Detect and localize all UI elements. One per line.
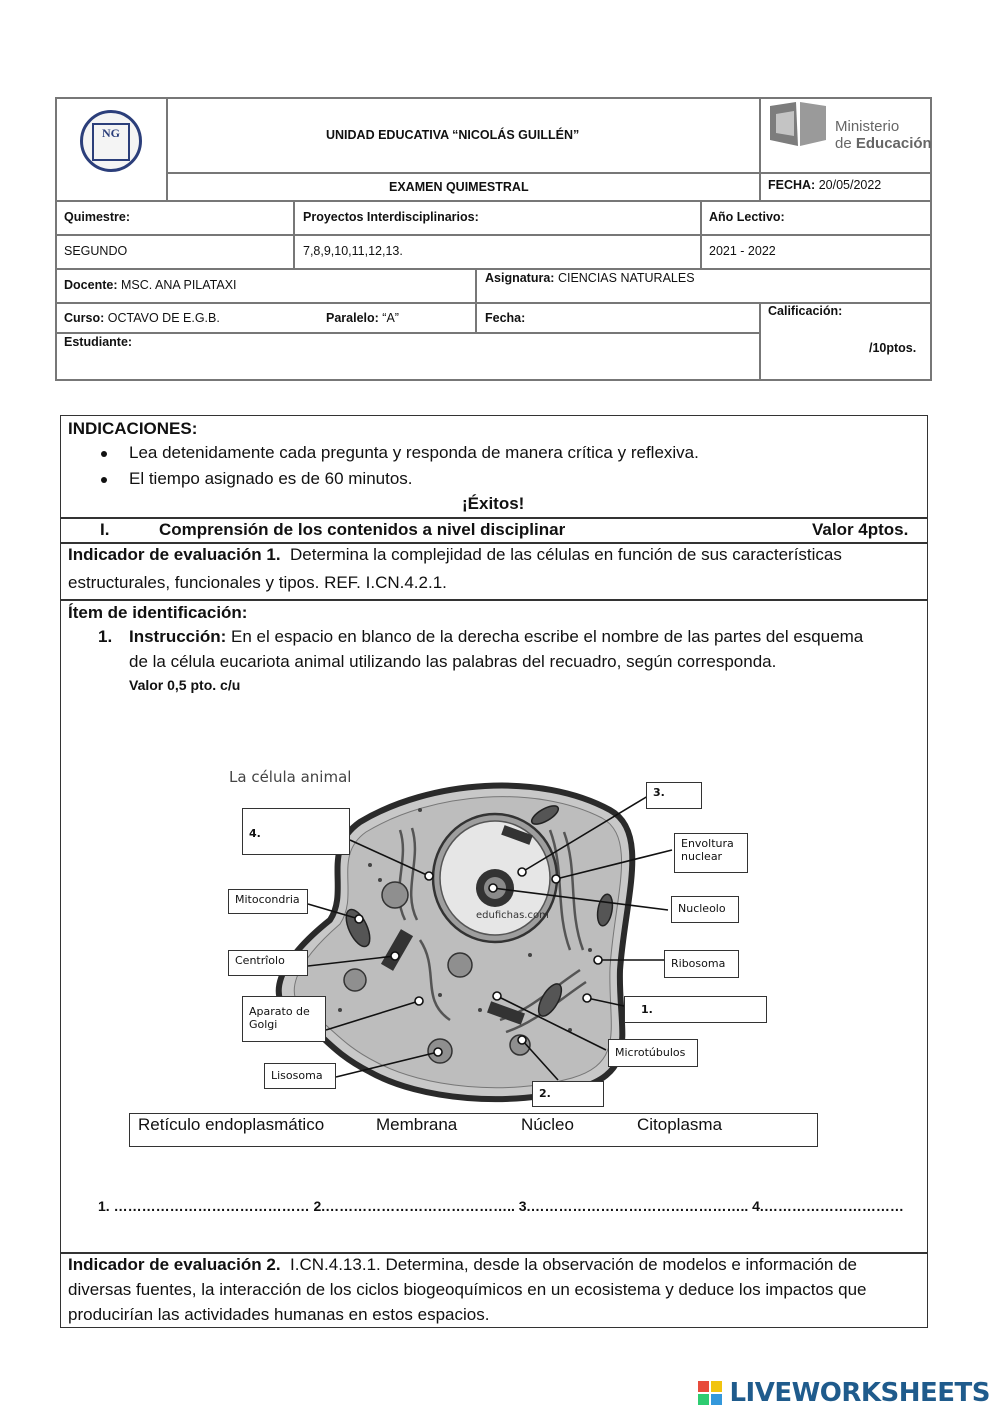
- ministry-prefix: de: [835, 135, 856, 152]
- asignatura-label: Asignatura:: [485, 271, 555, 285]
- label-microtubulos: Microtúbulos: [608, 1039, 698, 1067]
- ministry-line1: Ministerio: [835, 118, 900, 135]
- divider: [700, 200, 702, 268]
- quimestre-label: Quimestre:: [64, 210, 130, 224]
- school-logo: [80, 110, 142, 172]
- question-text-cont: de la célula eucariota animal utilizando las palabras del recuadro, según corresponda.: [129, 652, 777, 671]
- school-name: UNIDAD EDUCATIVA “NICOLÁS GUILLÉN”: [326, 128, 580, 142]
- fecha-header: [768, 178, 881, 192]
- word-bank-item: Citoplasma: [637, 1115, 723, 1134]
- indicador-2-cont2: producirían las actividades humanas en estos espacios.: [68, 1305, 490, 1324]
- divider: [55, 200, 932, 202]
- curso: [64, 311, 220, 325]
- calificacion-label: Calificación:: [768, 304, 843, 318]
- divider: [55, 268, 932, 270]
- exitos-text: ¡Éxitos!: [462, 494, 525, 513]
- section-title: Comprensión de los contenidos a nivel disciplinar: [159, 520, 566, 539]
- indicador-1: [68, 545, 842, 565]
- calificacion-value: /10ptos.: [869, 341, 917, 355]
- ministry-book-icon: [768, 100, 830, 150]
- question-instruction: [129, 627, 863, 647]
- indicador-2-label: Indicador de evaluación 2.: [68, 1255, 281, 1274]
- ministry-bold: Educación: [855, 135, 932, 152]
- vesicle: [448, 953, 472, 977]
- label-envoltura-nuclear: Envoltura nuclear: [674, 833, 748, 873]
- section-value: Valor 4ptos.: [812, 520, 909, 539]
- indicador-2-cont: diversas fuentes, la interacción de los ciclos biogeoquímicos en un ecosistema y deduce los impactos que: [68, 1280, 867, 1299]
- indicador-2-text: I.CN.4.13.1. Determina, desde la observación de modelos e información de: [290, 1255, 858, 1274]
- vesicle: [382, 882, 408, 908]
- ministry-line2: [835, 135, 932, 152]
- indicador-1-label: Indicador de evaluación 1.: [68, 545, 281, 564]
- word-bank-item: Membrana: [376, 1115, 458, 1134]
- asignatura-value: CIENCIAS NATURALES: [557, 271, 695, 285]
- vesicle: [344, 969, 366, 991]
- divider: [60, 599, 928, 601]
- label-lisosoma: Lisosoma: [264, 1063, 336, 1089]
- label-box-1[interactable]: 1.: [624, 996, 767, 1023]
- fecha-value: 20/05/2022: [818, 178, 882, 192]
- paralelo-label: Paralelo:: [326, 311, 379, 325]
- label-mitocondria: Mitocondria: [228, 889, 308, 914]
- fecha-label: FECHA:: [768, 178, 816, 192]
- divider: [475, 268, 477, 334]
- docente-value: MSC. ANA PILATAXI: [120, 278, 237, 292]
- paralelo: [326, 311, 399, 325]
- indicador-1-cont: estructurales, funcionales y tipos. REF. I.CN.4.2.1.: [68, 573, 447, 592]
- section-number: I.: [100, 520, 110, 539]
- label-box-3[interactable]: 3.: [646, 782, 702, 809]
- docente-label: Docente:: [64, 278, 118, 292]
- indicacion-2: El tiempo asignado es de 60 minutos.: [129, 469, 413, 488]
- label-centriolo: Centrîolo: [228, 950, 308, 976]
- divider: [60, 1252, 928, 1254]
- item-title: Ítem de identificación:: [68, 603, 248, 622]
- word-bank-item: Retículo endoplasmático: [138, 1115, 325, 1134]
- word-bank-item: Núcleo: [521, 1115, 574, 1134]
- question-number: 1.: [98, 627, 113, 646]
- divider: [55, 234, 932, 236]
- proyectos-label: Proyectos Interdisciplinarios:: [303, 210, 479, 224]
- answer-line[interactable]: 1. …………………………………… 2.………………………………….. 3.……………………………………….. 4.…………………………: [98, 1198, 904, 1214]
- exam-title: EXAMEN QUIMESTRAL: [389, 180, 529, 194]
- label-aparato-golgi: Aparato de Golgi: [242, 996, 326, 1042]
- diagram-watermark: edufichas.com: [476, 910, 549, 921]
- anio-label: Año Lectivo:: [709, 210, 785, 224]
- asignatura: [485, 271, 695, 285]
- fecha-field-label: Fecha:: [485, 311, 526, 325]
- divider: [759, 97, 761, 201]
- question-value: Valor 0,5 pto. c/u: [129, 677, 241, 693]
- indicaciones-title: INDICACIONES:: [68, 419, 198, 438]
- school-logo-monogram: NG: [92, 123, 130, 161]
- indicador-2: [68, 1255, 857, 1275]
- divider: [293, 200, 295, 268]
- divider: [166, 172, 932, 174]
- question-label: Instrucción:: [129, 627, 227, 646]
- estudiante-label: Estudiante:: [64, 335, 133, 349]
- label-ribosoma: Ribosoma: [664, 950, 739, 978]
- proyectos-value: 7,8,9,10,11,12,13.: [303, 244, 403, 258]
- diagram-title: La célula animal: [229, 768, 352, 786]
- indicador-1-text: Determina la complejidad de las células en función de sus características: [290, 545, 842, 564]
- liveworksheets-logo-icon: [698, 1381, 722, 1405]
- label-box-2[interactable]: 2.: [532, 1081, 604, 1107]
- divider: [60, 517, 928, 519]
- divider: [759, 302, 761, 381]
- label-nucleolo: Nucleolo: [671, 896, 739, 923]
- anio-value: 2021 - 2022: [709, 244, 776, 258]
- bullet: [101, 477, 107, 483]
- curso-label: Curso:: [64, 311, 105, 325]
- bullet: [101, 451, 107, 457]
- label-box-4[interactable]: 4.: [242, 808, 350, 855]
- divider: [166, 97, 168, 201]
- indicacion-1: Lea detenidamente cada pregunta y responda de manera crítica y reflexiva.: [129, 443, 699, 462]
- liveworksheets-brand[interactable]: LIVEWORKSHEETS: [729, 1378, 990, 1408]
- question-text: En el espacio en blanco de la derecha escribe el nombre de las partes del esquema: [231, 627, 864, 646]
- divider: [55, 332, 760, 334]
- quimestre-value: SEGUNDO: [64, 244, 128, 258]
- curso-value: OCTAVO DE E.G.B.: [107, 311, 220, 325]
- paralelo-value: “A”: [382, 311, 399, 325]
- docente: [64, 278, 237, 292]
- divider: [60, 542, 928, 544]
